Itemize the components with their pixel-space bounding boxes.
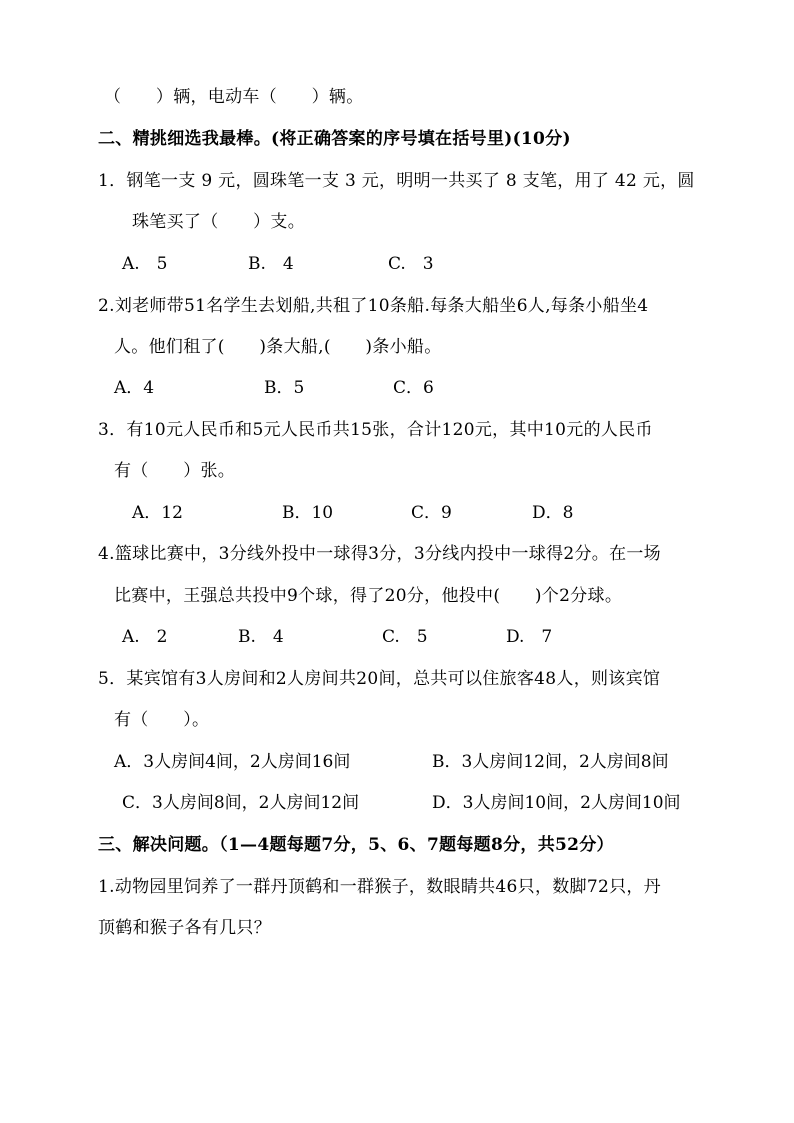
question-3-option-b: B．10 [282, 503, 334, 523]
question-1-option-a: A. 5 [122, 254, 168, 274]
question-2-option-c: C．6 [393, 378, 434, 398]
problem-1-text-cont: 顶鹤和猴子各有几只？ [98, 918, 271, 938]
question-3-text-cont: 有（ ）张。 [114, 461, 236, 481]
question-4-option-a: A. 2 [122, 627, 168, 647]
question-1-option-b: B. 4 [248, 254, 294, 274]
question-4-option-c: C. 5 [382, 627, 428, 647]
problem-1-text: 1.动物园里饲养了一群丹顶鹤和一群猴子，数眼睛共46只，数脚72只，丹 [98, 877, 661, 897]
question-4-option-b: B. 4 [238, 627, 284, 647]
question-1-text-cont: 珠笔买了（ ）支。 [132, 212, 305, 232]
fill-blank-line: （ ）辆，电动车（ ）辆。 [104, 87, 364, 107]
question-3-option-a: A．12 [132, 503, 183, 523]
question-4-text: 4.篮球比赛中，3分线外投中一球得3分，3分线内投中一球得2分。在一场 [98, 544, 661, 564]
question-5-text-cont: 有（ ）。 [114, 710, 210, 730]
question-5-option-a: A．3人房间4间，2人房间16间 [114, 752, 351, 772]
question-4-option-d: D. 7 [506, 627, 553, 647]
question-1-option-c: C. 3 [388, 254, 434, 274]
question-2-option-a: A．4 [114, 378, 155, 398]
question-2-text-cont: 人。他们租了( )条大船,( )条小船。 [114, 337, 442, 357]
section-heading-choice: 二、精挑细选我最棒。(将正确答案的序号填在括号里)(10分) [98, 129, 571, 149]
question-5-option-b: B．3人房间12间，2人房间8间 [432, 752, 669, 772]
question-5-option-d: D．3人房间10间，2人房间10间 [432, 793, 681, 813]
question-5-text: 5．某宾馆有3人房间和2人房间共20间，总共可以住旅客48人，则该宾馆 [98, 669, 661, 689]
question-2-option-b: B．5 [264, 378, 305, 398]
section-heading-problems: 三、解决问题。（1—4题每题7分，5、6、7题每题8分，共52分） [98, 835, 614, 855]
question-2-text: 2.刘老师带51名学生去划船,共租了10条船.每条大船坐6人,每条小船坐4 [98, 296, 649, 316]
question-4-text-cont: 比赛中，王强总共投中9个球，得了20分，他投中( )个2分球。 [114, 586, 623, 606]
question-3-option-d: D．8 [532, 503, 574, 523]
question-3-text: 3．有10元人民币和5元人民币共15张，合计120元，其中10元的人民币 [98, 420, 653, 440]
question-3-option-c: C．9 [411, 503, 452, 523]
question-5-option-c: C．3人房间8间，2人房间12间 [122, 793, 360, 813]
question-1-text: 1．钢笔一支 9 元，圆珠笔一支 3 元，明明一共买了 8 支笔，用了 42 元，圆 [98, 171, 695, 191]
